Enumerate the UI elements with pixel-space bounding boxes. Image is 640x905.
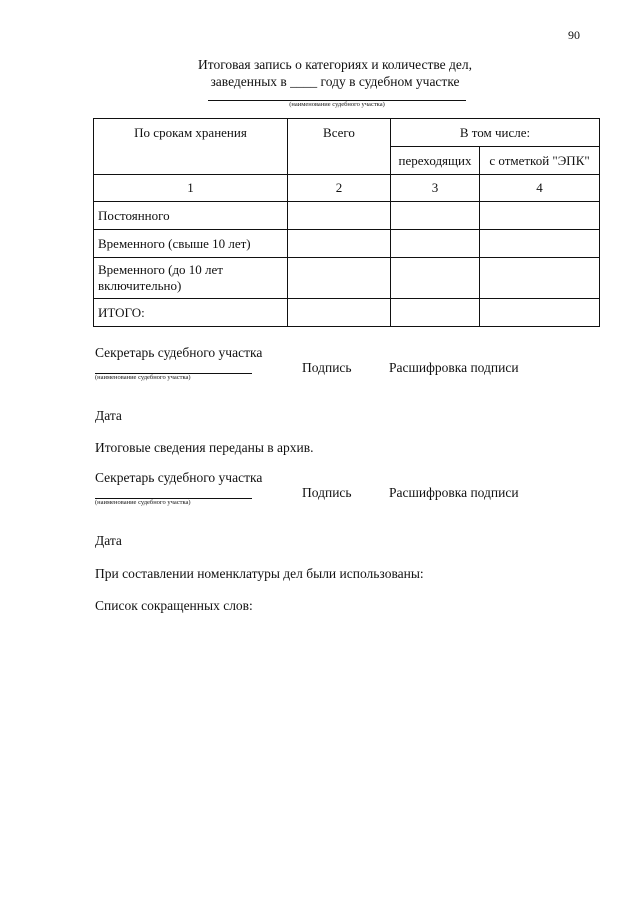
column-number: 2 — [288, 175, 391, 202]
table-row — [94, 299, 600, 327]
title-line-2: заведенных в ____ году в судебном участке — [210, 74, 460, 89]
secretary-label: Секретарь судебного участка — [95, 470, 263, 485]
table-cell — [480, 202, 600, 230]
table-cell — [391, 202, 480, 230]
row-label-permanent: Постоянного — [94, 202, 288, 230]
court-name-caption: (наименование судебного участка) — [289, 101, 385, 108]
date-label: Дата — [95, 533, 122, 548]
row-label-temporary-over-10: Временного (свыше 10 лет) — [94, 230, 288, 258]
table-cell — [288, 230, 391, 258]
page-number: 90 — [568, 28, 580, 42]
document-title — [0, 56, 640, 90]
abbreviations-note: Список сокращенных слов: — [95, 598, 253, 613]
summary-table — [93, 118, 600, 327]
header-transitional: переходящих — [391, 147, 480, 175]
table-numbers-row — [94, 175, 600, 202]
archive-note: Итоговые сведения переданы в архив. — [95, 440, 314, 455]
signature-label: Подпись — [302, 360, 352, 375]
table-row — [94, 258, 600, 299]
table-header-row — [94, 119, 600, 147]
table-cell — [391, 258, 480, 299]
table-cell — [480, 230, 600, 258]
table-row — [94, 230, 600, 258]
table-cell — [391, 299, 480, 327]
signature-label: Подпись — [302, 485, 352, 500]
title-line-1: Итоговая запись о категориях и количестве дел, — [198, 57, 472, 72]
column-number: 4 — [480, 175, 600, 202]
secretary-caption: (наименование судебного участка) — [95, 374, 191, 381]
table-cell — [480, 299, 600, 327]
secretary-caption: (наименование судебного участка) — [95, 499, 191, 506]
date-label: Дата — [95, 408, 122, 423]
column-number: 3 — [391, 175, 480, 202]
header-epk: с отметкой "ЭПК" — [480, 147, 600, 175]
column-number: 1 — [94, 175, 288, 202]
header-including: В том числе: — [391, 119, 600, 147]
header-total: Всего — [288, 119, 391, 175]
table-row — [94, 202, 600, 230]
secretary-label: Секретарь судебного участка — [95, 345, 263, 360]
nomenclature-note: При составлении номенклатуры дел были использованы: — [95, 566, 424, 581]
row-label-total: ИТОГО: — [94, 299, 288, 327]
signature-decoding-label: Расшифровка подписи — [389, 360, 519, 375]
header-storage-period: По срокам хранения — [94, 119, 288, 175]
row-label-temporary-up-to-10: Временного (до 10 лет включительно) — [94, 258, 288, 299]
table-cell — [480, 258, 600, 299]
table-cell — [288, 299, 391, 327]
signature-decoding-label: Расшифровка подписи — [389, 485, 519, 500]
table-cell — [288, 202, 391, 230]
table-cell — [288, 258, 391, 299]
table-cell — [391, 230, 480, 258]
